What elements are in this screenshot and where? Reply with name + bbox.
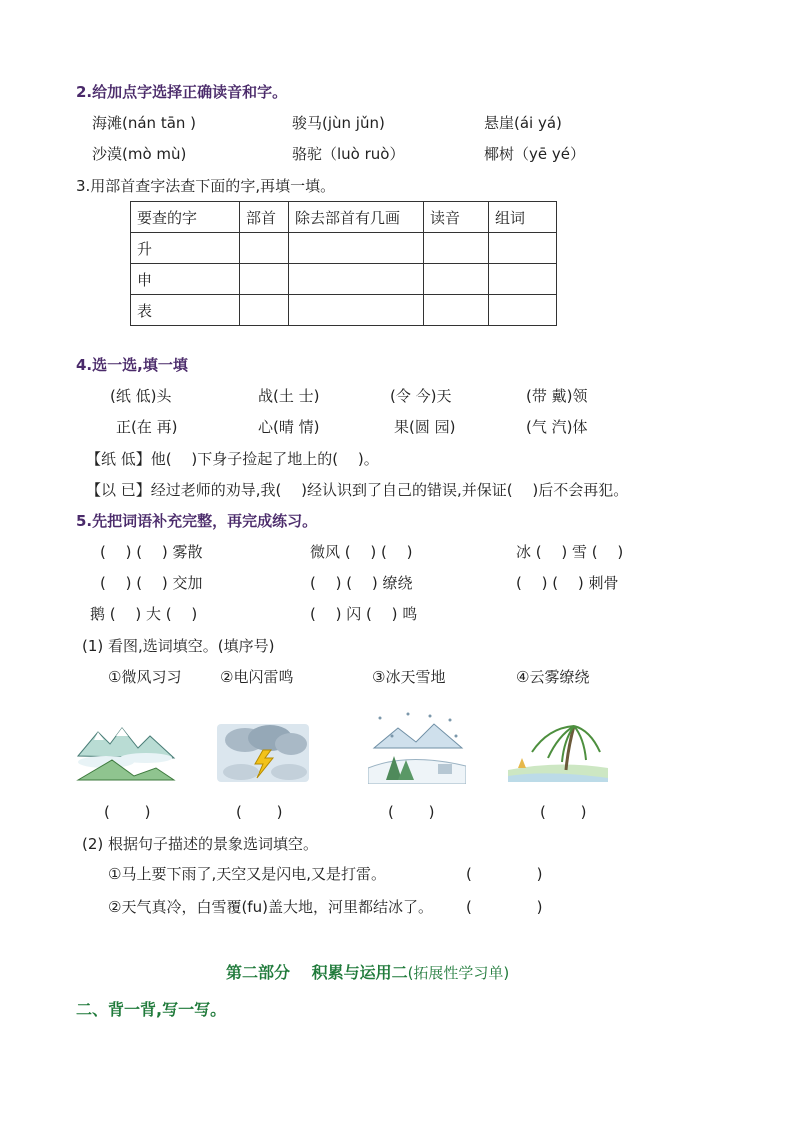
table-row (131, 295, 557, 326)
answer-cell[interactable] (289, 295, 424, 326)
picture-answer-3[interactable]: ( ) (388, 803, 435, 821)
header-pinyin: 读音 (424, 202, 489, 233)
row-char: 升 (131, 233, 240, 264)
q4-choice-6: 心(晴 情) (258, 418, 320, 436)
q2-item-6: 椰树（yē yé） (484, 145, 585, 163)
q4-title: 4.选一选,填一填 (76, 356, 188, 374)
part2-title: 第二部分 积累与运用二 (226, 963, 408, 982)
answer-cell[interactable] (240, 233, 289, 264)
q5-phrase-3: 冰 ( ) 雪 ( ) (516, 543, 624, 561)
header-strokes: 除去部首有几画 (289, 202, 424, 233)
q2-item-1: 海滩(nán tān ) (92, 114, 197, 132)
q4-choice-5: 正(在 再) (116, 418, 178, 436)
row-char: 表 (131, 295, 240, 326)
picture-answer-2[interactable]: ( ) (236, 803, 283, 821)
q2-item-4: 沙漠(mò mù) (92, 145, 187, 163)
sentence-answer-2[interactable]: ( ) (466, 898, 543, 916)
header-radical: 部首 (240, 202, 289, 233)
q2-item-2: 骏马(jùn jǔn) (292, 114, 385, 132)
q4-sentence-1: 【纸 低】他( )下身子捡起了地上的( )。 (86, 450, 379, 468)
q4-choice-4: (带 戴)领 (526, 387, 588, 405)
answer-cell[interactable] (424, 295, 489, 326)
q5-sentence-2: ②天气真冷，白雪覆(fu)盖大地，河里都结冰了。 (108, 898, 433, 916)
option-2: ②电闪雷鸣 (220, 668, 294, 686)
q4-choice-3: (令 今)天 (390, 387, 452, 405)
row-char: 申 (131, 264, 240, 295)
part2-subtitle: (拓展性学习单) (407, 964, 510, 982)
q5-sub2: (2) 根据句子描述的景象选词填空。 (82, 835, 319, 853)
q3-title: 3.用部首查字法查下面的字,再填一填。 (76, 177, 336, 195)
q5-phrase-7: 鹅 ( ) 大 ( ) (90, 605, 198, 623)
answer-cell[interactable] (289, 264, 424, 295)
picture-answer-1[interactable]: ( ) (104, 803, 151, 821)
q5-sentence-1: ①马上要下雨了,天空又是闪电,又是打雷。 (108, 865, 386, 883)
answer-cell[interactable] (424, 233, 489, 264)
q4-choice-1: (纸 低)头 (110, 387, 172, 405)
breeze-willow-picture (508, 712, 608, 782)
q4-sentence-2: 【以 已】经过老师的劝导,我( )经认识到了自己的错误,并保证( )后不会再犯。 (86, 481, 629, 499)
picture-answer-4[interactable]: ( ) (540, 803, 587, 821)
q5-phrase-5: ( ) ( ) 缭绕 (310, 574, 413, 592)
q2-item-5: 骆驼（luò ruò） (292, 145, 405, 163)
q5-phrase-4: ( ) ( ) 交加 (100, 574, 203, 592)
answer-cell[interactable] (240, 264, 289, 295)
q4-choice-7: 果(圆 园) (394, 418, 456, 436)
q5-phrase-1: ( ) ( ) 雾散 (100, 543, 203, 561)
q2-title: 2.给加点字选择正确读音和字。 (76, 83, 288, 101)
table-header-row (131, 202, 557, 233)
q5-phrase-6: ( ) ( ) 刺骨 (516, 574, 619, 592)
header-words: 组词 (489, 202, 557, 233)
q5-phrase-2: 微风 ( ) ( ) (310, 543, 413, 561)
snow-scene-picture (368, 708, 466, 784)
option-4: ④云雾缭绕 (516, 668, 590, 686)
part2-heading (226, 963, 509, 983)
q4-choice-2: 战(土 士) (258, 387, 320, 405)
answer-cell[interactable] (240, 295, 289, 326)
option-1: ①微风习习 (108, 668, 182, 686)
answer-cell[interactable] (489, 295, 557, 326)
answer-cell[interactable] (489, 264, 557, 295)
sentence-answer-1[interactable]: ( ) (466, 865, 543, 883)
answer-cell[interactable] (289, 233, 424, 264)
section-two-title: 二、背一背,写一写。 (76, 1000, 227, 1019)
answer-cell[interactable] (489, 233, 557, 264)
q5-sub1: (1) 看图,选词填空。(填序号) (82, 637, 275, 655)
q4-choice-8: (气 汽)体 (526, 418, 588, 436)
q5-phrase-8: ( ) 闪 ( ) 鸣 (310, 605, 418, 623)
header-char: 要查的字 (131, 202, 240, 233)
q5-title: 5.先把词语补充完整，再完成练习。 (76, 512, 318, 530)
option-3: ③冰天雪地 (372, 668, 446, 686)
q2-item-3: 悬崖(ái yá) (484, 114, 562, 132)
lookup-table (130, 201, 557, 326)
table-row (131, 233, 557, 264)
storm-cloud-picture (215, 722, 311, 784)
mountain-mist-picture (76, 718, 176, 788)
answer-cell[interactable] (424, 264, 489, 295)
table-row (131, 264, 557, 295)
